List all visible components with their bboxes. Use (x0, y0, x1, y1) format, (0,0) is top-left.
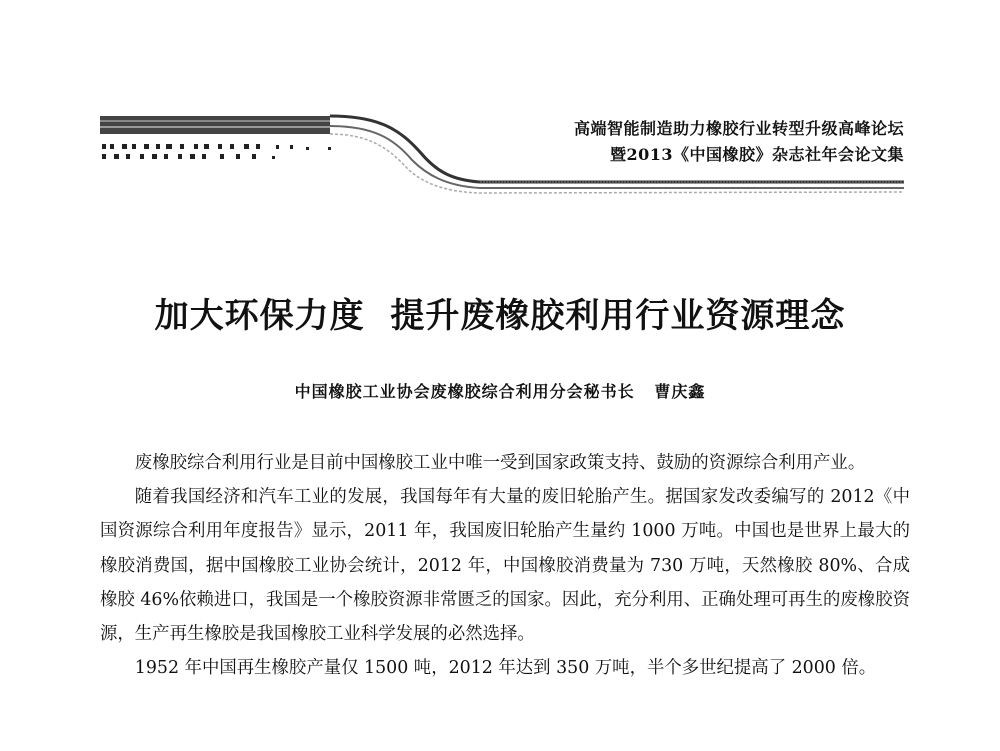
paragraph: 随着我国经济和汽车工业的发展，我国每年有大量的废旧轮胎产生。据国家发改委编写的 2012《中国资源综合利用年度报告》显示，2011 年，我国废旧轮胎产生量约 1000 万吨。中国也是世界上最大的橡胶消费国，据中国橡胶工业协会统计，2012 年，中国橡胶消费量为 730 万吨，天然橡胶 80%、合成橡胶 46%依赖进口，我国是一个橡胶资源非常匮乏的国家。因此，充分利用、正确处理可再生的废橡胶资源，生产再生橡胶是我国橡胶工业科学发展的必然选择。 (100, 487, 910, 645)
paragraph: 1952 年中国再生橡胶产量仅 1500 吨，2012 年达到 350 万吨，半个多世纪提高了 2000 倍。 (134, 658, 877, 679)
article-author: 中国橡胶工业协会废橡胶综合利用分会秘书长 曹庆鑫 (294, 382, 706, 401)
forum-subtitle: 暨2013《中国橡胶》杂志社年会论文集 (609, 145, 904, 164)
forum-title: 高端智能制造助力橡胶行业转型升级高峰论坛 (573, 119, 904, 138)
article-body (100, 446, 910, 685)
article-title: 加大环保力度 提升废橡胶利用行业资源理念 (154, 296, 846, 336)
paragraph: 废橡胶综合利用行业是目前中国橡胶工业中唯一受到国家政策支持、鼓励的资源综合利用产业。 (134, 453, 866, 473)
